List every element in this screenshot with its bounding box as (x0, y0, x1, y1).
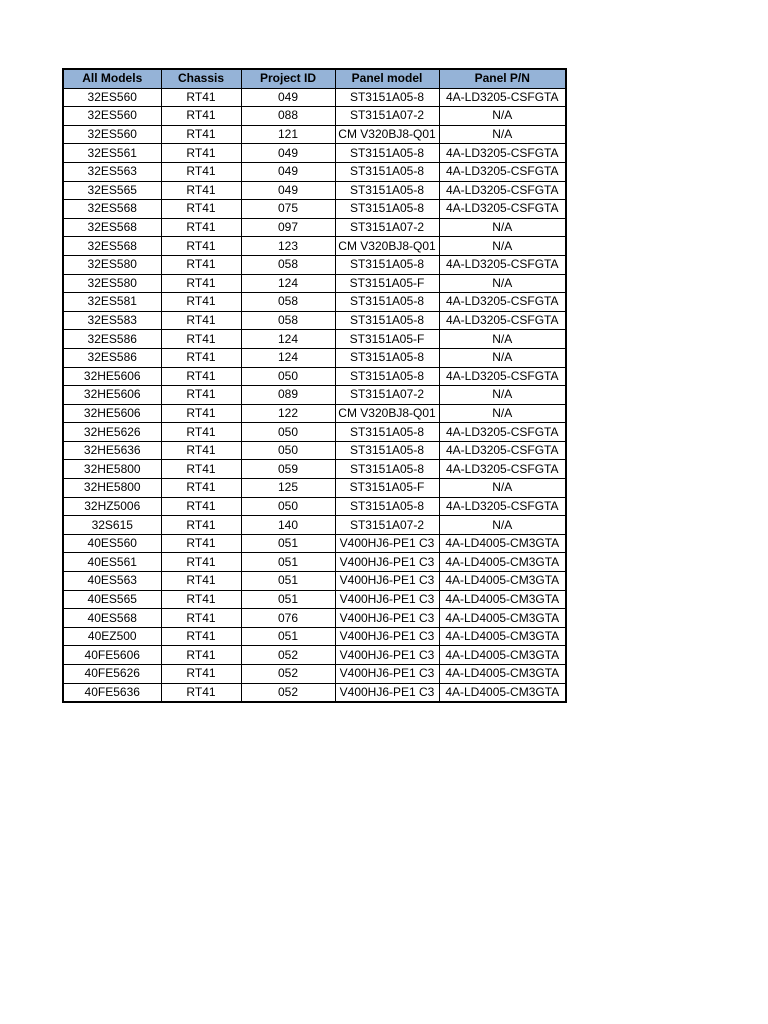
cell-chassis: RT41 (161, 144, 241, 163)
table-row (63, 683, 566, 702)
cell-project-id: 051 (241, 553, 335, 572)
cell-model: 40ES560 (63, 534, 161, 553)
cell-model: 32HE5626 (63, 423, 161, 442)
table-row (63, 144, 566, 163)
table-row (63, 386, 566, 405)
cell-chassis: RT41 (161, 479, 241, 498)
cell-panel-model: V400HJ6-PE1 C3 (335, 590, 439, 609)
cell-panel-model: ST3151A05-8 (335, 348, 439, 367)
table-row (63, 534, 566, 553)
table-row (63, 200, 566, 219)
cell-chassis: RT41 (161, 516, 241, 535)
cell-panel-pn: 4A-LD4005-CM3GTA (439, 572, 566, 591)
cell-panel-model: V400HJ6-PE1 C3 (335, 646, 439, 665)
table-row (63, 162, 566, 181)
cell-panel-model: V400HJ6-PE1 C3 (335, 534, 439, 553)
table-row (63, 590, 566, 609)
table-row (63, 293, 566, 312)
cell-panel-pn: N/A (439, 479, 566, 498)
cell-project-id: 058 (241, 255, 335, 274)
cell-panel-pn: N/A (439, 107, 566, 126)
cell-panel-model: ST3151A05-8 (335, 200, 439, 219)
cell-chassis: RT41 (161, 423, 241, 442)
cell-panel-pn: 4A-LD4005-CM3GTA (439, 609, 566, 628)
cell-model: 40FE5636 (63, 683, 161, 702)
cell-panel-model: ST3151A07-2 (335, 107, 439, 126)
cell-panel-pn: 4A-LD4005-CM3GTA (439, 683, 566, 702)
cell-project-id: 122 (241, 404, 335, 423)
cell-panel-model: ST3151A05-8 (335, 255, 439, 274)
cell-panel-pn: N/A (439, 274, 566, 293)
cell-panel-pn: 4A-LD3205-CSFGTA (439, 255, 566, 274)
cell-panel-pn: 4A-LD4005-CM3GTA (439, 534, 566, 553)
cell-panel-model: CM V320BJ8-Q01 (335, 404, 439, 423)
cell-chassis: RT41 (161, 646, 241, 665)
table-row (63, 479, 566, 498)
cell-model: 32ES560 (63, 107, 161, 126)
cell-chassis: RT41 (161, 683, 241, 702)
cell-panel-model: ST3151A05-8 (335, 367, 439, 386)
cell-chassis: RT41 (161, 404, 241, 423)
table-row (63, 423, 566, 442)
cell-model: 32ES568 (63, 218, 161, 237)
cell-project-id: 058 (241, 311, 335, 330)
cell-panel-pn: 4A-LD4005-CM3GTA (439, 665, 566, 684)
cell-model: 32ES580 (63, 255, 161, 274)
cell-model: 32ES586 (63, 330, 161, 349)
cell-panel-pn: N/A (439, 237, 566, 256)
table-row (63, 404, 566, 423)
cell-panel-model: CM V320BJ8-Q01 (335, 125, 439, 144)
cell-project-id: 049 (241, 88, 335, 107)
table-row (63, 553, 566, 572)
table-row (63, 311, 566, 330)
table-row (63, 367, 566, 386)
cell-project-id: 088 (241, 107, 335, 126)
cell-model: 32HE5606 (63, 404, 161, 423)
cell-panel-pn: 4A-LD3205-CSFGTA (439, 497, 566, 516)
cell-project-id: 123 (241, 237, 335, 256)
table-row (63, 497, 566, 516)
cell-panel-model: ST3151A05-8 (335, 423, 439, 442)
cell-project-id: 076 (241, 609, 335, 628)
cell-project-id: 051 (241, 534, 335, 553)
cell-panel-pn: N/A (439, 516, 566, 535)
table-row (63, 237, 566, 256)
table-row (63, 348, 566, 367)
cell-model: 32S615 (63, 516, 161, 535)
cell-model: 40EZ500 (63, 627, 161, 646)
cell-panel-pn: 4A-LD3205-CSFGTA (439, 311, 566, 330)
column-header-project-id: Project ID (241, 69, 335, 88)
cell-model: 32ES568 (63, 237, 161, 256)
cell-panel-pn: 4A-LD3205-CSFGTA (439, 441, 566, 460)
cell-chassis: RT41 (161, 200, 241, 219)
cell-chassis: RT41 (161, 274, 241, 293)
cell-panel-model: V400HJ6-PE1 C3 (335, 572, 439, 591)
table-row (63, 609, 566, 628)
cell-panel-model: V400HJ6-PE1 C3 (335, 665, 439, 684)
cell-chassis: RT41 (161, 181, 241, 200)
cell-chassis: RT41 (161, 627, 241, 646)
cell-project-id: 121 (241, 125, 335, 144)
cell-panel-model: ST3151A05-8 (335, 460, 439, 479)
cell-panel-pn: 4A-LD3205-CSFGTA (439, 293, 566, 312)
cell-panel-pn: 4A-LD3205-CSFGTA (439, 460, 566, 479)
cell-model: 32ES561 (63, 144, 161, 163)
cell-model: 32ES560 (63, 88, 161, 107)
cell-panel-pn: 4A-LD3205-CSFGTA (439, 88, 566, 107)
cell-model: 32HZ5006 (63, 497, 161, 516)
cell-project-id: 052 (241, 683, 335, 702)
cell-panel-model: ST3151A05-8 (335, 441, 439, 460)
cell-panel-pn: 4A-LD3205-CSFGTA (439, 144, 566, 163)
cell-panel-pn: 4A-LD4005-CM3GTA (439, 590, 566, 609)
cell-panel-pn: N/A (439, 386, 566, 405)
cell-model: 40ES563 (63, 572, 161, 591)
table-row (63, 107, 566, 126)
table-row (63, 125, 566, 144)
cell-panel-model: V400HJ6-PE1 C3 (335, 627, 439, 646)
cell-panel-pn: N/A (439, 218, 566, 237)
cell-model: 32ES581 (63, 293, 161, 312)
table-row (63, 88, 566, 107)
cell-chassis: RT41 (161, 460, 241, 479)
table-row (63, 460, 566, 479)
table-row (63, 646, 566, 665)
table-row (63, 330, 566, 349)
cell-project-id: 051 (241, 627, 335, 646)
cell-chassis: RT41 (161, 553, 241, 572)
cell-panel-model: ST3151A05-F (335, 274, 439, 293)
cell-model: 32HE5606 (63, 367, 161, 386)
cell-chassis: RT41 (161, 386, 241, 405)
cell-project-id: 089 (241, 386, 335, 405)
models-table (62, 68, 567, 703)
cell-panel-model: ST3151A05-8 (335, 162, 439, 181)
cell-panel-pn: 4A-LD4005-CM3GTA (439, 553, 566, 572)
cell-panel-model: ST3151A07-2 (335, 516, 439, 535)
table-body (63, 88, 566, 702)
cell-model: 32HE5800 (63, 460, 161, 479)
table-row (63, 627, 566, 646)
cell-model: 32HE5800 (63, 479, 161, 498)
cell-project-id: 125 (241, 479, 335, 498)
cell-chassis: RT41 (161, 88, 241, 107)
cell-model: 40ES565 (63, 590, 161, 609)
cell-model: 32ES586 (63, 348, 161, 367)
cell-model: 32HE5636 (63, 441, 161, 460)
cell-project-id: 050 (241, 497, 335, 516)
cell-panel-model: CM V320BJ8-Q01 (335, 237, 439, 256)
cell-model: 32ES568 (63, 200, 161, 219)
cell-panel-pn: N/A (439, 330, 566, 349)
cell-chassis: RT41 (161, 330, 241, 349)
cell-model: 40ES561 (63, 553, 161, 572)
cell-panel-model: ST3151A05-8 (335, 293, 439, 312)
table-row (63, 665, 566, 684)
cell-chassis: RT41 (161, 665, 241, 684)
cell-model: 32HE5606 (63, 386, 161, 405)
cell-chassis: RT41 (161, 162, 241, 181)
cell-chassis: RT41 (161, 367, 241, 386)
cell-panel-model: V400HJ6-PE1 C3 (335, 553, 439, 572)
cell-panel-pn: N/A (439, 404, 566, 423)
cell-model: 32ES563 (63, 162, 161, 181)
cell-panel-pn: 4A-LD3205-CSFGTA (439, 162, 566, 181)
cell-project-id: 075 (241, 200, 335, 219)
column-header-all-models: All Models (63, 69, 161, 88)
table-row (63, 218, 566, 237)
cell-panel-model: ST3151A05-F (335, 479, 439, 498)
cell-chassis: RT41 (161, 497, 241, 516)
cell-model: 32ES565 (63, 181, 161, 200)
cell-panel-model: ST3151A05-8 (335, 144, 439, 163)
cell-chassis: RT41 (161, 293, 241, 312)
cell-panel-pn: 4A-LD4005-CM3GTA (439, 646, 566, 665)
table-row (63, 441, 566, 460)
table-row (63, 181, 566, 200)
column-header-panel-pn: Panel P/N (439, 69, 566, 88)
cell-project-id: 124 (241, 330, 335, 349)
cell-chassis: RT41 (161, 609, 241, 628)
cell-project-id: 058 (241, 293, 335, 312)
cell-chassis: RT41 (161, 590, 241, 609)
cell-project-id: 052 (241, 646, 335, 665)
table-row (63, 274, 566, 293)
table-row (63, 516, 566, 535)
cell-chassis: RT41 (161, 107, 241, 126)
cell-project-id: 051 (241, 590, 335, 609)
column-header-chassis: Chassis (161, 69, 241, 88)
cell-panel-model: ST3151A05-8 (335, 497, 439, 516)
cell-project-id: 124 (241, 274, 335, 293)
cell-chassis: RT41 (161, 348, 241, 367)
cell-project-id: 049 (241, 144, 335, 163)
cell-panel-model: ST3151A05-8 (335, 311, 439, 330)
cell-panel-model: V400HJ6-PE1 C3 (335, 683, 439, 702)
cell-project-id: 124 (241, 348, 335, 367)
cell-chassis: RT41 (161, 255, 241, 274)
cell-model: 32ES560 (63, 125, 161, 144)
cell-panel-pn: 4A-LD3205-CSFGTA (439, 200, 566, 219)
cell-panel-model: ST3151A05-8 (335, 88, 439, 107)
cell-model: 40FE5606 (63, 646, 161, 665)
cell-project-id: 052 (241, 665, 335, 684)
table-row (63, 572, 566, 591)
cell-panel-pn: 4A-LD4005-CM3GTA (439, 627, 566, 646)
cell-project-id: 050 (241, 367, 335, 386)
table-header (63, 69, 566, 88)
cell-chassis: RT41 (161, 218, 241, 237)
cell-project-id: 051 (241, 572, 335, 591)
cell-chassis: RT41 (161, 125, 241, 144)
cell-project-id: 049 (241, 162, 335, 181)
cell-chassis: RT41 (161, 237, 241, 256)
cell-panel-model: ST3151A05-8 (335, 181, 439, 200)
cell-panel-pn: 4A-LD3205-CSFGTA (439, 181, 566, 200)
cell-model: 32ES583 (63, 311, 161, 330)
cell-project-id: 059 (241, 460, 335, 479)
cell-project-id: 050 (241, 441, 335, 460)
cell-panel-pn: 4A-LD3205-CSFGTA (439, 423, 566, 442)
cell-panel-model: ST3151A07-2 (335, 218, 439, 237)
cell-project-id: 049 (241, 181, 335, 200)
cell-project-id: 140 (241, 516, 335, 535)
cell-panel-model: V400HJ6-PE1 C3 (335, 609, 439, 628)
cell-chassis: RT41 (161, 441, 241, 460)
cell-model: 40ES568 (63, 609, 161, 628)
cell-project-id: 097 (241, 218, 335, 237)
cell-panel-pn: N/A (439, 125, 566, 144)
cell-chassis: RT41 (161, 311, 241, 330)
cell-model: 40FE5626 (63, 665, 161, 684)
table-row (63, 255, 566, 274)
cell-panel-model: ST3151A05-F (335, 330, 439, 349)
cell-panel-model: ST3151A07-2 (335, 386, 439, 405)
cell-project-id: 050 (241, 423, 335, 442)
cell-panel-pn: 4A-LD3205-CSFGTA (439, 367, 566, 386)
header-row (63, 69, 566, 88)
cell-chassis: RT41 (161, 572, 241, 591)
cell-model: 32ES580 (63, 274, 161, 293)
cell-chassis: RT41 (161, 534, 241, 553)
column-header-panel-model: Panel model (335, 69, 439, 88)
cell-panel-pn: N/A (439, 348, 566, 367)
